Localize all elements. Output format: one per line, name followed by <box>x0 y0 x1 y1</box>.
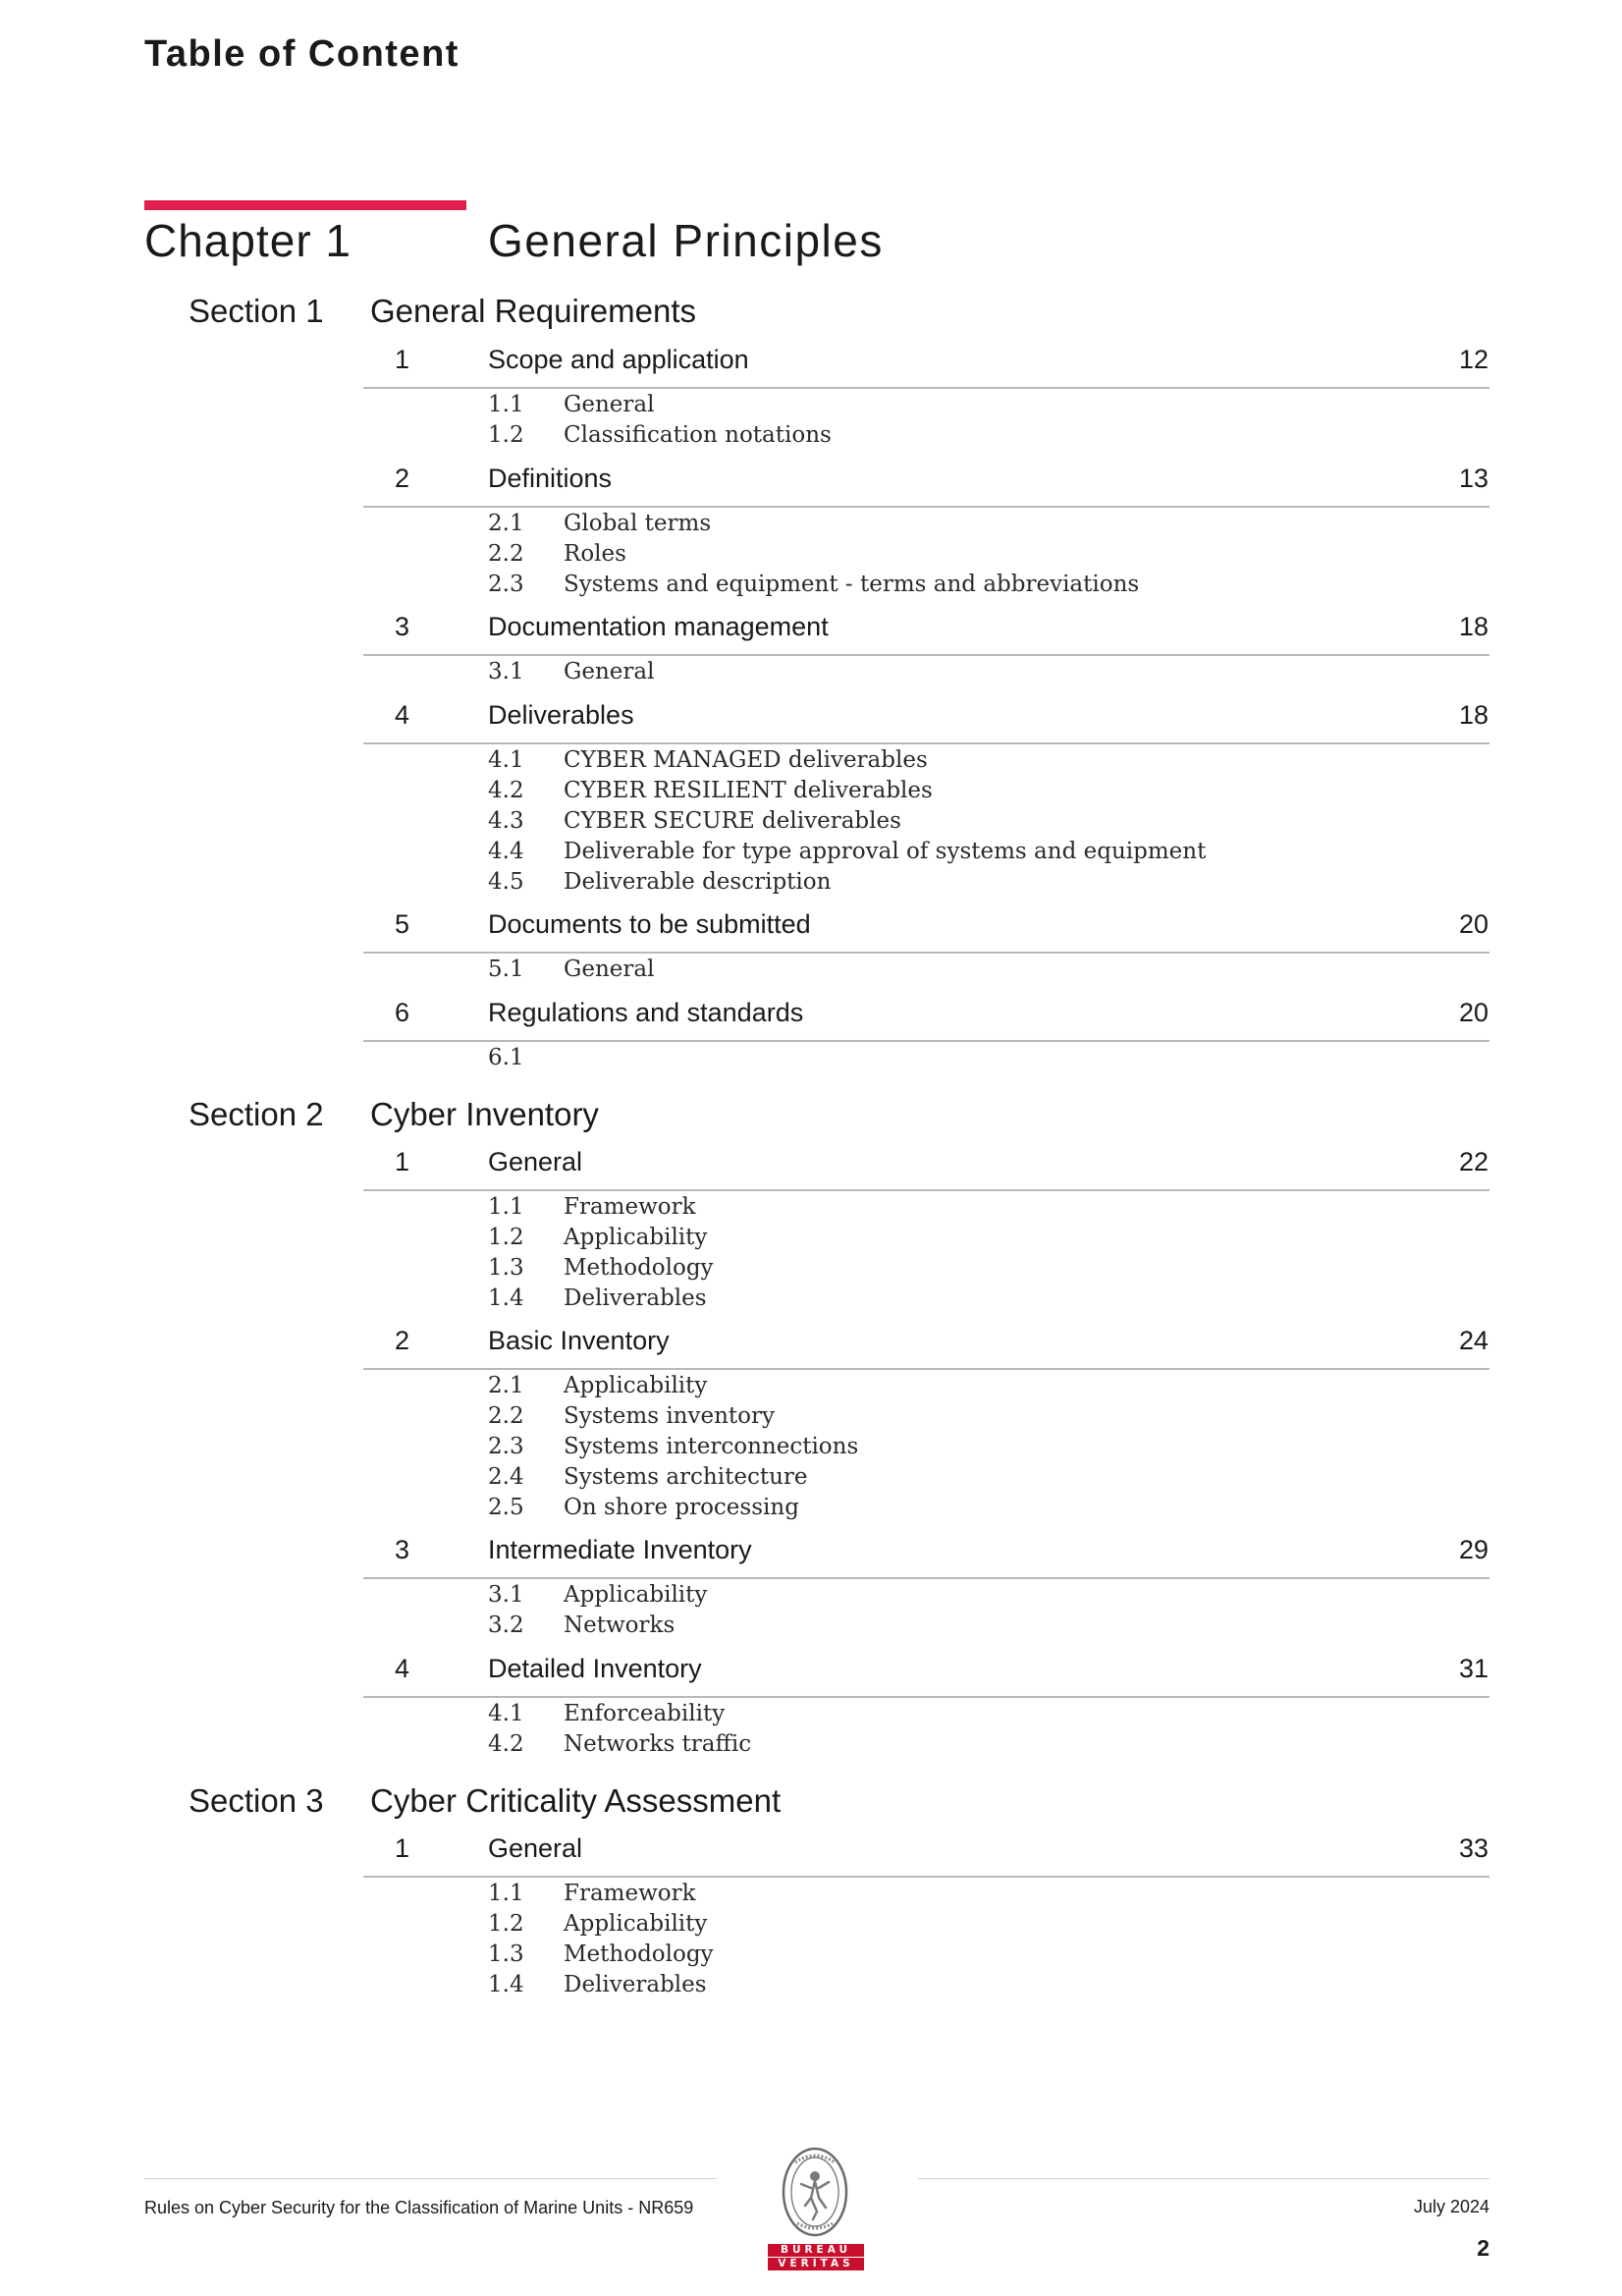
article-title[interactable]: General <box>488 1147 583 1176</box>
article-divider <box>363 1577 1489 1579</box>
article-title[interactable]: Documentation management <box>488 612 829 641</box>
subarticle-number: 4.3 <box>488 808 524 834</box>
logo-seal-icon <box>782 2147 848 2237</box>
chapter-title: General Principles <box>488 215 884 266</box>
subarticle-number: 4.5 <box>488 869 524 895</box>
toc-article <box>0 909 1622 982</box>
toc-article <box>0 1147 1622 1311</box>
article-entry[interactable] <box>0 464 1622 522</box>
subarticle-title[interactable]: Applicability <box>564 1225 708 1250</box>
subarticle-title[interactable]: CYBER SECURE deliverables <box>564 808 901 834</box>
article-entry[interactable] <box>0 909 1622 968</box>
subarticle-number: 3.1 <box>488 659 524 684</box>
article-divider <box>363 654 1489 656</box>
subarticle-title[interactable]: Enforceability <box>564 1701 726 1726</box>
subarticle-number: 2.4 <box>488 1464 524 1490</box>
subarticle-number: 2.1 <box>488 1373 524 1398</box>
subarticle-title[interactable]: On shore processing <box>564 1495 799 1520</box>
article-entry[interactable] <box>0 998 1622 1057</box>
article-entry[interactable] <box>0 345 1622 404</box>
subarticle-title[interactable]: Deliverable description <box>564 869 832 895</box>
article-page-number: 13 <box>1458 464 1488 493</box>
subarticle-title[interactable]: CYBER RESILIENT deliverables <box>564 778 933 803</box>
toc-article <box>0 1326 1622 1520</box>
subarticle-number: 1.4 <box>488 1285 524 1311</box>
article-divider <box>363 952 1489 954</box>
article-page-number: 31 <box>1458 1654 1488 1683</box>
subarticle-number: 1.2 <box>488 1225 524 1250</box>
toc-article <box>0 464 1622 597</box>
subarticle-title[interactable]: Deliverables <box>564 1285 707 1311</box>
subarticle-number: 1.1 <box>488 1194 524 1220</box>
logo-wordmark-top: BUREAU <box>768 2244 864 2257</box>
toc-article <box>0 345 1622 448</box>
article-title[interactable]: Regulations and standards <box>488 998 804 1027</box>
section-label[interactable]: Section 1 <box>189 293 324 329</box>
subarticle-title[interactable]: Applicability <box>564 1373 708 1398</box>
section-title[interactable]: Cyber Inventory <box>370 1096 599 1132</box>
subarticle-number: 2.2 <box>488 541 524 567</box>
article-number: 4 <box>395 1654 410 1683</box>
subarticle-title[interactable]: Methodology <box>564 1255 714 1281</box>
subarticle-title[interactable]: Methodology <box>564 1941 714 1967</box>
subarticle-title[interactable]: CYBER MANAGED deliverables <box>564 747 928 773</box>
article-number: 6 <box>395 998 410 1027</box>
article-entry[interactable] <box>0 1147 1622 1206</box>
section-title[interactable]: Cyber Criticality Assessment <box>370 1782 782 1819</box>
logo-wordmark-bottom: VERITAS <box>768 2258 864 2270</box>
article-divider <box>363 506 1489 508</box>
article-divider <box>363 1189 1489 1191</box>
article-number: 5 <box>395 909 410 939</box>
subarticle-title[interactable]: Classification notations <box>564 422 832 448</box>
article-number: 1 <box>395 1833 410 1863</box>
subarticle-number: 3.1 <box>488 1582 524 1608</box>
article-divider <box>363 742 1489 744</box>
subarticle-title[interactable]: Systems architecture <box>564 1464 808 1490</box>
subarticle-title[interactable]: General <box>564 659 655 684</box>
article-divider <box>363 1368 1489 1370</box>
article-number: 1 <box>395 345 410 374</box>
article-page-number: 33 <box>1458 1833 1488 1863</box>
article-page-number: 29 <box>1458 1535 1488 1564</box>
article-title[interactable]: Documents to be submitted <box>488 909 811 939</box>
section-label[interactable]: Section 2 <box>189 1096 324 1132</box>
subarticle-number: 5.1 <box>488 957 524 982</box>
subarticle-number: 4.1 <box>488 747 524 773</box>
section-label[interactable]: Section 3 <box>189 1782 324 1819</box>
subarticle-title[interactable]: Framework <box>564 1881 696 1906</box>
chapter-number: Chapter 1 <box>144 215 352 266</box>
article-number: 3 <box>395 612 410 641</box>
article-title[interactable]: Basic Inventory <box>488 1326 670 1355</box>
toc-article <box>0 998 1622 1070</box>
subarticle-number: 1.3 <box>488 1255 524 1281</box>
footer-divider-left <box>144 2178 717 2179</box>
article-title[interactable]: Definitions <box>488 464 613 493</box>
subarticle-number: 1.4 <box>488 1972 524 1997</box>
article-entry[interactable] <box>0 1654 1622 1713</box>
article-number: 2 <box>395 1326 410 1355</box>
subarticle-number: 2.3 <box>488 572 524 597</box>
page-title: Table of Content <box>144 33 460 75</box>
bureau-veritas-logo <box>767 2147 865 2269</box>
article-number: 1 <box>395 1147 410 1176</box>
section-title[interactable]: General Requirements <box>370 293 696 329</box>
subarticle-number: 3.2 <box>488 1613 524 1638</box>
subarticle-number: 1.1 <box>488 1881 524 1906</box>
toc-article <box>0 1654 1622 1757</box>
article-divider <box>363 1040 1489 1042</box>
subarticle-title[interactable]: Systems and equipment - terms and abbreviations <box>564 572 1140 597</box>
subarticle-title[interactable]: Networks <box>564 1613 676 1638</box>
article-title[interactable]: Scope and application <box>488 345 749 374</box>
subarticle-title[interactable]: Deliverable for type approval of systems and equipment <box>564 839 1207 864</box>
subarticle-number: 2.1 <box>488 511 524 536</box>
toc-article <box>0 1833 1622 1997</box>
subarticle-number: 4.2 <box>488 1731 524 1757</box>
subarticle-title[interactable]: Networks traffic <box>564 1731 752 1757</box>
article-number: 4 <box>395 700 410 730</box>
article-entry[interactable] <box>0 1535 1622 1594</box>
article-number: 2 <box>395 464 410 493</box>
subarticle-number: 4.4 <box>488 839 524 864</box>
subarticle-title[interactable]: Global terms <box>564 511 712 536</box>
article-divider <box>363 1696 1489 1698</box>
article-number: 3 <box>395 1535 410 1564</box>
subarticle-number: 1.1 <box>488 392 524 417</box>
subarticle-title[interactable]: General <box>564 957 655 982</box>
article-title[interactable]: General <box>488 1833 583 1863</box>
subarticle-title[interactable]: General <box>564 392 655 417</box>
article-entry[interactable] <box>0 612 1622 671</box>
article-page-number: 24 <box>1458 1326 1488 1355</box>
article-divider <box>363 1876 1489 1878</box>
subarticle-title[interactable]: Framework <box>564 1194 696 1220</box>
subarticle-title[interactable]: Deliverables <box>564 1972 707 1997</box>
article-divider <box>363 387 1489 389</box>
subarticle-number: 1.3 <box>488 1941 524 1967</box>
chapter-accent-bar <box>144 200 466 210</box>
chapter-heading <box>144 214 1499 279</box>
subarticle-title[interactable]: Applicability <box>564 1911 708 1937</box>
subarticle-title[interactable]: Systems interconnections <box>564 1434 859 1459</box>
article-title[interactable]: Intermediate Inventory <box>488 1535 752 1564</box>
article-page-number: 22 <box>1458 1147 1488 1176</box>
subarticle-title[interactable]: Applicability <box>564 1582 708 1608</box>
toc-article <box>0 1535 1622 1638</box>
subarticle-number: 2.5 <box>488 1495 524 1520</box>
article-page-number: 12 <box>1458 345 1488 374</box>
footer-date: July 2024 <box>1413 2197 1489 2216</box>
subarticle-number: 1.2 <box>488 422 524 448</box>
subarticle-title[interactable]: Roles <box>564 541 626 567</box>
article-page-number: 18 <box>1458 612 1488 641</box>
toc-article <box>0 700 1622 895</box>
footer-divider-right <box>918 2178 1489 2179</box>
article-page-number: 18 <box>1458 700 1488 730</box>
article-entry[interactable] <box>0 1833 1622 1892</box>
subarticle-number: 1.2 <box>488 1911 524 1937</box>
article-title[interactable]: Detailed Inventory <box>488 1654 702 1683</box>
toc-article <box>0 612 1622 684</box>
page-number: 2 <box>1477 2235 1489 2261</box>
article-page-number: 20 <box>1458 998 1488 1027</box>
subarticle-number: 6.1 <box>488 1045 524 1070</box>
article-page-number: 20 <box>1458 909 1488 939</box>
footer-document-title: Rules on Cyber Security for the Classification of Marine Units - NR659 <box>144 2198 694 2217</box>
subarticle-number: 2.2 <box>488 1403 524 1429</box>
article-title[interactable]: Deliverables <box>488 700 634 730</box>
subarticle-title[interactable]: Systems inventory <box>564 1403 775 1429</box>
subarticle-number: 4.2 <box>488 778 524 803</box>
subarticle-number: 2.3 <box>488 1434 524 1459</box>
article-entry[interactable] <box>0 1326 1622 1385</box>
subarticle-number: 4.1 <box>488 1701 524 1726</box>
